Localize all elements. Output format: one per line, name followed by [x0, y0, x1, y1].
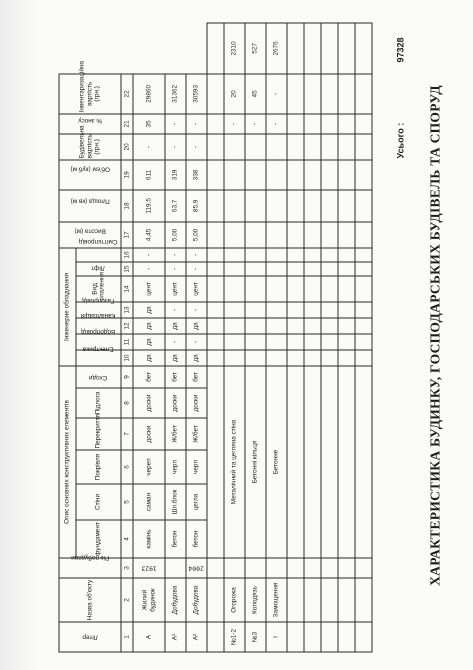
col-number: 9 [121, 365, 133, 387]
cell-area: 85,9 [186, 189, 207, 221]
col-number: 17 [121, 221, 133, 247]
col-walls: Стіни [76, 484, 121, 520]
col-roof: Покрівля [76, 450, 121, 484]
cell-wear: 20 [224, 73, 245, 113]
cell-cost: - [266, 113, 287, 133]
col-number: 8 [121, 388, 133, 418]
table-row [287, 23, 304, 652]
col-number: 18 [121, 189, 133, 221]
col-number: 15 [121, 261, 133, 275]
table-row [165, 23, 186, 652]
cell-litera: №1-2 [224, 622, 245, 652]
col-number: 16 [121, 247, 133, 261]
cell-sewer: да [186, 317, 207, 333]
col-electric: Електрика [76, 349, 121, 365]
col-gas: Газопровід [76, 301, 121, 317]
cell-inv-cost: 2310 [224, 23, 245, 74]
cell-garbage: - [133, 247, 165, 261]
cell-volume: 611 [133, 159, 165, 189]
cell-stairs: бет [133, 365, 165, 387]
table-row [186, 23, 207, 652]
table-row [207, 23, 224, 652]
cell-heating: цент [133, 275, 165, 301]
cell-inv-cost: 2676 [266, 23, 287, 74]
cell-ceiling: Ж/бет [165, 418, 186, 450]
cell-cost: - [224, 113, 245, 133]
cell-gas: - [165, 301, 186, 317]
col-wear: % зносу [59, 113, 121, 133]
cell-wear: 45 [245, 73, 266, 113]
cell-gas: да [133, 301, 165, 317]
cell-roof: черп [165, 450, 186, 484]
col-number: 12 [121, 317, 133, 333]
cell-description: Бетонні кільця [245, 365, 266, 557]
col-number: 2 [121, 578, 133, 622]
cell-inv-cost: 29860 [133, 73, 165, 113]
table-row [338, 23, 355, 652]
table-row [321, 23, 338, 652]
col-number: 5 [121, 484, 133, 520]
cell-floor: доски [186, 388, 207, 418]
col-ceiling: Перекриття [76, 418, 121, 450]
cell-water: да [133, 333, 165, 349]
col-name: Назва об'єкту [59, 578, 121, 622]
cell-cost: - [245, 113, 266, 133]
col-year: Рік побудови [59, 558, 121, 578]
cell-garbage: - [165, 247, 186, 261]
col-number: 11 [121, 333, 133, 349]
col-area: Площа (кв м) [59, 189, 121, 221]
cell-area: 63,7 [165, 189, 186, 221]
table-row [133, 23, 165, 652]
col-number: 6 [121, 450, 133, 484]
col-garbage: Сміттєпровід [76, 247, 121, 261]
cell-height: 5,00 [165, 221, 186, 247]
cell-litera: А [133, 622, 165, 652]
col-number: 14 [121, 275, 133, 301]
cell-electric: да [165, 349, 186, 365]
cell-lift: - [186, 261, 207, 275]
cell-litera: №3 [245, 622, 266, 652]
col-height: Висота (м) [59, 221, 121, 247]
cell-sewer: да [133, 317, 165, 333]
cell-wear: 35 [133, 113, 165, 133]
cell-floor: доски [133, 388, 165, 418]
col-number: 1 [121, 622, 133, 652]
col-lift: Ліфт [76, 261, 121, 275]
cell-foundation: бетон [186, 520, 207, 558]
cell-inv-cost: 30593 [186, 73, 207, 113]
col-number: 3 [121, 558, 133, 578]
cell-description: Бетонне [266, 365, 287, 557]
col-number: 22 [121, 73, 133, 113]
cell-sewer: да [165, 317, 186, 333]
col-water: Водопровід [76, 333, 121, 349]
table-row [355, 23, 372, 652]
cell-wear: - [266, 73, 287, 113]
cell-litera: А¹ [165, 622, 186, 652]
cell-cost: - [186, 133, 207, 159]
cell-cost: - [133, 133, 165, 159]
cell-walls: цегла [186, 484, 207, 520]
total-label: Усього : [395, 122, 405, 158]
col-volume: Об'єм (куб м) [59, 159, 121, 189]
cell-floor: доски [165, 388, 186, 418]
col-number: 20 [121, 133, 133, 159]
col-number: 13 [121, 301, 133, 317]
col-number: 21 [121, 113, 133, 133]
cell-roof: череп [133, 450, 165, 484]
cell-name: Колодязь [245, 578, 266, 622]
col-number: 19 [121, 159, 133, 189]
col-cost: Будівельна вартість (грн.) [59, 133, 121, 159]
cell-walls: саман [133, 484, 165, 520]
cell-volume: 319 [165, 159, 186, 189]
cell-cost: - [165, 133, 186, 159]
cell-year: 2004 [186, 558, 207, 578]
cell-lift: - [133, 261, 165, 275]
cell-name: Добудова [186, 578, 207, 622]
total-value: 97328 [395, 36, 405, 62]
cell-inv-cost: 31362 [165, 73, 186, 113]
cell-water: - [165, 333, 186, 349]
col-number: 4 [121, 520, 133, 558]
cell-roof: черп [186, 450, 207, 484]
cell-litera: I [266, 622, 287, 652]
cell-wear: - [186, 113, 207, 133]
table-row [304, 23, 321, 652]
cell-stairs: бет [165, 365, 186, 387]
cell-volume: 338 [186, 159, 207, 189]
cell-height: 5,00 [186, 221, 207, 247]
col-foundation: фундамент [76, 520, 121, 558]
col-inv-cost: Інвентаризаційна вартість (грн.) [59, 73, 121, 113]
cell-year: 1923 [133, 558, 165, 578]
cell-name: Жилий будинок [133, 578, 165, 622]
cell-garbage: - [186, 247, 207, 261]
characteristics-table [58, 22, 372, 652]
cell-heating: цент [186, 275, 207, 301]
cell-wear: - [165, 113, 186, 133]
cell-ceiling: Ж/бет [186, 418, 207, 450]
cell-name: Огорожа [224, 578, 245, 622]
cell-lift: - [165, 261, 186, 275]
cell-electric: да [133, 349, 165, 365]
cell-year [165, 558, 186, 578]
table-row [224, 23, 245, 652]
cell-gas: - [186, 301, 207, 317]
cell-litera: А² [186, 622, 207, 652]
cell-name: Замощення [266, 578, 287, 622]
header-construct: Опис основних конструктивних елементів [59, 365, 76, 557]
cell-stairs: бет [186, 365, 207, 387]
cell-ceiling: доски [133, 418, 165, 450]
col-number: 10 [121, 349, 133, 365]
cell-area: 119,5 [133, 189, 165, 221]
cell-description: Металічний та цегляна стіна [224, 365, 245, 557]
col-floor: Підлога [76, 388, 121, 418]
cell-name: Добудова [165, 578, 186, 622]
document-title: ХАРАКТЕРИСТИКА БУДИНКУ, ГОСПОДАРСЬКИХ БУДІВЕЛЬ ТА СПОРУД [427, 84, 442, 586]
cell-water: - [186, 333, 207, 349]
col-sewer: Каналізація [76, 317, 121, 333]
col-number: 7 [121, 418, 133, 450]
cell-foundation: камінь [133, 520, 165, 558]
cell-walls: Шл.блок [165, 484, 186, 520]
table-row [245, 23, 266, 652]
cell-foundation: бетон [165, 520, 186, 558]
table-row [266, 23, 287, 652]
header-engineering: Інженерне обладнання [59, 247, 76, 365]
cell-height: 4,45 [133, 221, 165, 247]
cell-heating: цент [165, 275, 186, 301]
col-litera: Літер [59, 622, 121, 652]
col-heating: Вид опалення [76, 275, 121, 301]
cell-inv-cost: 527 [245, 23, 266, 74]
cell-electric: да [186, 349, 207, 365]
col-stairs: Сходи [76, 365, 121, 387]
